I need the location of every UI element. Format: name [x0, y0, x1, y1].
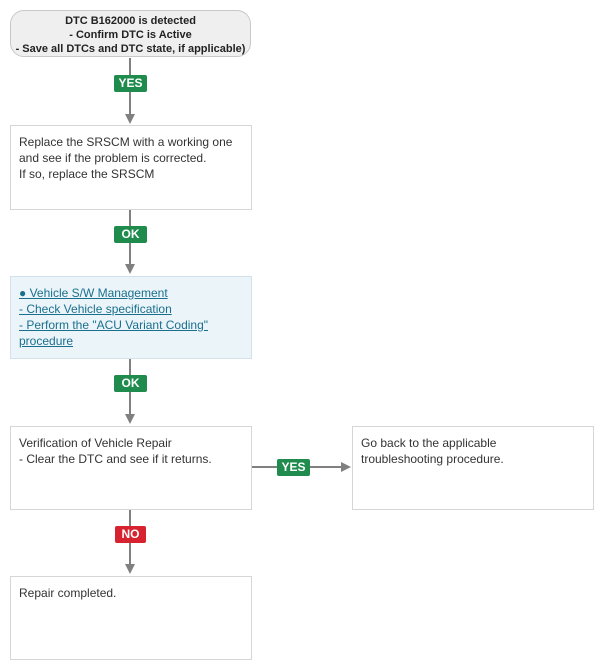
step2-link-box — [10, 276, 252, 359]
yes-badge-1: YES — [114, 75, 147, 92]
no-badge: NO — [115, 526, 146, 543]
step1-line: and see if the problem is corrected. — [19, 151, 207, 165]
start-line: - Save all DTCs and DTC state, if applicable) — [15, 43, 246, 55]
acu-variant-coding-link-cont[interactable]: procedure — [19, 334, 74, 348]
step1-line: If so, replace the SRSCM — [19, 167, 155, 181]
step1-line: Replace the SRSCM with a working one — [19, 135, 233, 149]
end-box — [10, 576, 252, 660]
yes-badge-2: YES — [277, 459, 310, 476]
step3-box — [10, 426, 252, 510]
side-line: troubleshooting procedure. — [361, 452, 504, 466]
start-line: - Confirm DTC is Active — [69, 29, 192, 41]
ok-badge-1: OK — [114, 226, 147, 243]
vehicle-sw-management-link[interactable]: ● Vehicle S/W Management — [19, 286, 168, 300]
step3-line: - Clear the DTC and see if it returns. — [19, 452, 212, 466]
side-box — [352, 426, 594, 510]
side-line: Go back to the applicable — [361, 436, 497, 450]
acu-variant-coding-link[interactable]: - Perform the "ACU Variant Coding" — [19, 318, 209, 332]
start-node — [10, 10, 251, 57]
ok-badge-2: OK — [114, 375, 147, 392]
check-vehicle-specification-link[interactable]: - Check Vehicle specification — [19, 302, 172, 316]
step1-box — [10, 125, 252, 210]
end-line: Repair completed. — [19, 586, 117, 600]
step3-line: Verification of Vehicle Repair — [19, 436, 172, 450]
start-line: DTC B162000 is detected — [65, 15, 196, 27]
